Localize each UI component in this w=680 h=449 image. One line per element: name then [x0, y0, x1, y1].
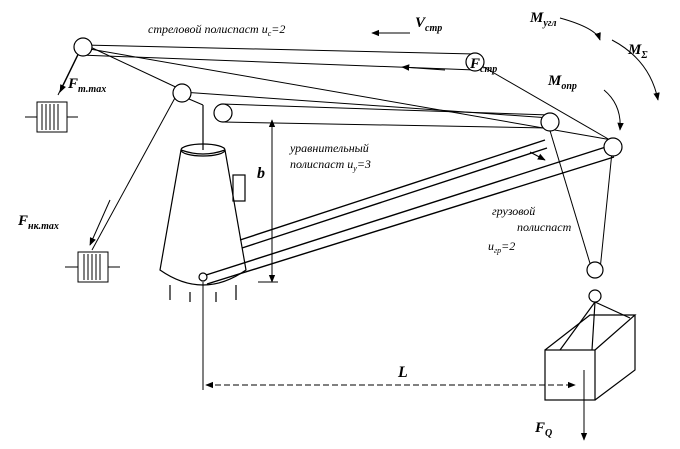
arrow-myp	[560, 18, 600, 40]
label-l: L	[398, 364, 408, 381]
label-cargo-3: $u_{гр}=2$	[488, 239, 516, 255]
label-cargo-2: полиспаст	[517, 220, 572, 234]
label-f-str: $F_{стр}$	[470, 56, 498, 75]
pulley-tip	[604, 138, 622, 156]
label-cargo-1: грузовой	[492, 204, 536, 218]
pulley-pivot	[199, 273, 207, 281]
label-equal-2: полиспаст $u_у=3$	[290, 157, 371, 173]
boom	[203, 140, 614, 284]
pulley-right	[541, 113, 559, 131]
pulley-equal-left	[214, 104, 232, 122]
label-m-sum: $M_\Sigma$	[628, 42, 648, 61]
label-equal-1: уравнительный	[290, 141, 369, 155]
hook-ring	[589, 290, 601, 302]
label-b: b	[257, 165, 265, 182]
pulley-top-left	[74, 38, 92, 56]
label-boom-hoist: стреловой полиспаст $u_с=2$	[148, 22, 286, 38]
winch-top	[25, 102, 78, 132]
label-f-ur: $F_{нк.max}$	[18, 213, 59, 232]
pulley-mid-left	[173, 84, 191, 102]
winch-bottom	[65, 252, 120, 282]
arrow-mopr	[604, 90, 620, 130]
label-v: $V_{стр}$	[415, 15, 443, 34]
hook-block	[587, 262, 603, 278]
label-m-yp: $M_{угл}$	[530, 10, 557, 29]
label-m-opr: $M_{опр}$	[548, 73, 577, 92]
label-fq: $F_Q$	[535, 420, 553, 439]
label-f-t: $F_{т.max}$	[68, 76, 107, 95]
